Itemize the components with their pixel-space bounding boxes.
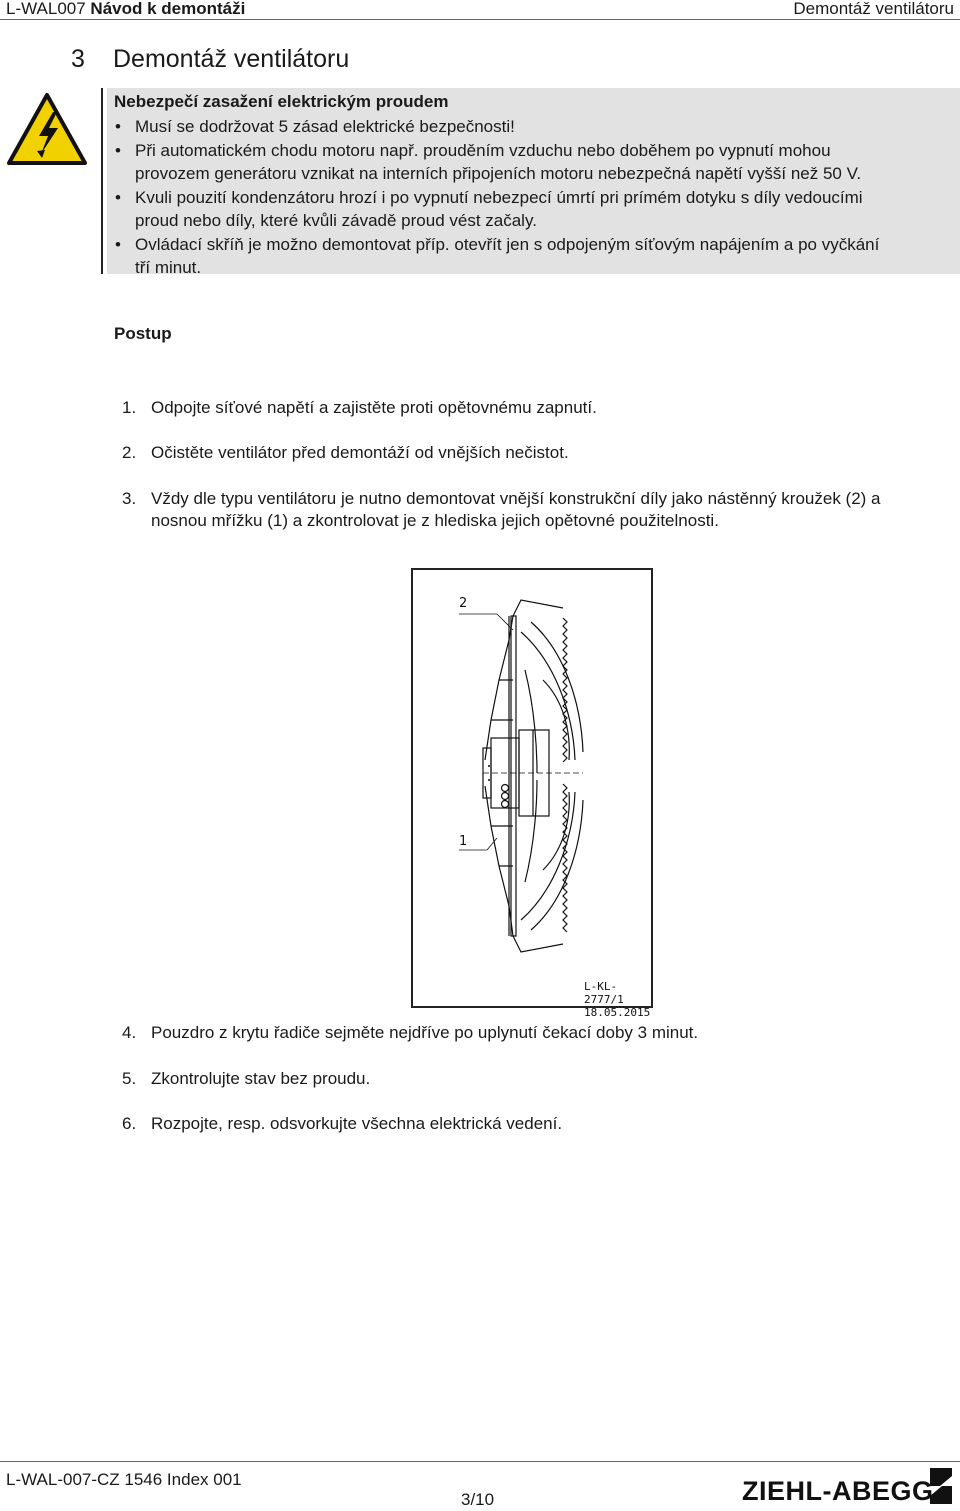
ziehl-abegg-logo [742,1466,956,1508]
page-header [0,0,960,20]
fan-side-view-drawing [413,570,651,1006]
footer-doc-code: L-WAL-007-CZ 1546 Index 001 [6,1470,242,1489]
figure-label-wall-ring: 2 [459,596,468,611]
warning-item: • Ovládací skříň je možno demontovat příp. otevřít jen s odpojeným síťovým napájením a po vyčkání tří minut. [115,234,880,277]
procedure-step: 6. Rozpojte, resp. odsvorkujte všechna elektrická vedení. [122,1114,563,1133]
page-number: 3/10 [461,1490,495,1509]
procedure-step: 3. Vždy dle typu ventilátoru je nutno demontovat vnější konstrukční díly jako nástěnný kroužek (2) a nosnou mřížku (1) a zkontrolovat je z hlediska jejich opětovné použitelnosti. [122,489,881,530]
figure-label-grille: 1 [459,834,468,849]
section-number: 3 [71,45,85,73]
warning-box [107,88,960,277]
logo-mark-icon [926,1466,956,1506]
procedure-step: 1. Odpojte síťové napětí a zajistěte proti opětovnému zapnutí. [122,398,597,417]
fan-drawing-figure [411,568,653,1019]
warning-list [107,115,957,280]
warning-side-bar [101,88,103,274]
procedure-step: 5. Zkontrolujte stav bez proudu. [122,1069,371,1088]
header-doc-title: L-WAL007 Návod k demontáži [6,0,246,18]
warning-title: Nebezpečí zasažení elektrickým proudem [114,92,449,111]
logo-wordmark: ZIEHL-ABEGG [742,1476,934,1506]
figure-drawing-code: L-KL-2777/1 18.05.2015 [584,980,651,1019]
high-voltage-warning-icon [6,92,88,166]
header-divider [0,19,960,20]
section-title: Demontáž ventilátoru [113,45,350,73]
procedure-step: 2. Očistěte ventilátor před demontáží od vnějších nečistot. [122,443,569,462]
header-section-name: Demontáž ventilátoru [793,0,954,18]
warning-item: • Při automatickém chodu motoru např. prouděním vzduchu nebo doběhem po vypnutí mohou provozem generátoru vznikat na interních připojeních motoru nebezpečná napětí vyšší než 50 V. [115,140,862,183]
procedure-title: Postup [114,324,172,343]
footer-divider [0,1461,960,1462]
procedure-step: 4. Pouzdro z krytu řadiče sejměte nejdříve po uplynutí čekací doby 3 minut. [122,1023,699,1042]
warning-item: • Musí se dodržovat 5 zásad elektrické bezpečnosti! [115,117,515,136]
warning-item: • Kvuli pouzití kondenzátoru hrozí i po vypnutí nebezpecí úmrtí pri prímém dotyku s díly vedoucími proud nebo díly, které kvůli závadě proud vést začaly. [115,187,863,230]
